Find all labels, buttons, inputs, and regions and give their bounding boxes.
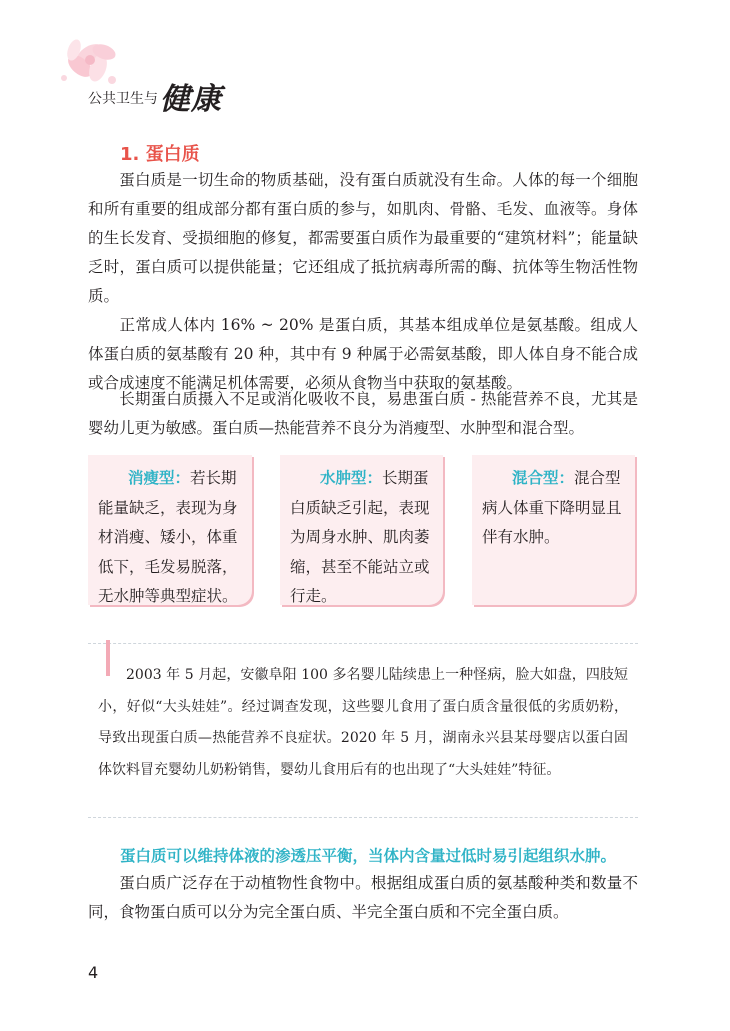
header-title-big: 健康 (160, 82, 222, 117)
card-label: 混合型： (512, 468, 575, 487)
page-number: 4 (88, 963, 99, 982)
card-mixed-type (472, 455, 635, 605)
section-title: 1. 蛋白质 (120, 144, 200, 165)
card-text: 混合型病人体重下降明显且伴有水肿。 (482, 469, 622, 546)
case-box (98, 660, 628, 786)
paragraph-4-text: 蛋白质广泛存在于动植物性食物中。根据组成蛋白质的氨基酸种类和数量不同，食物蛋白质可以分为完全蛋白质、半完全蛋白质和不完全蛋白质。 (88, 874, 638, 921)
case-divider-bottom (88, 817, 638, 818)
card-label: 消瘦型： (128, 468, 191, 487)
running-header (52, 28, 252, 117)
card-text: 长期蛋白质缺乏引起，表现为周身水肿、肌肉萎缩，甚至不能站立或行走。 (290, 469, 430, 605)
case-divider-top (88, 643, 638, 644)
card-edema-type (280, 455, 443, 605)
header-title-small: 公共卫生与 (88, 91, 158, 107)
paragraph-4 (88, 869, 638, 927)
case-text: 2003 年 5 月起，安徽阜阳 100 多名婴儿陆续患上一种怪病，脸大如盘，四肢短小，好似“大头娃娃”。经过调查发现，这些婴儿食用了蛋白质含量很低的劣质奶粉，导致出现蛋白质—热能营养不良症状。2020 年 5 月，湖南永兴县某母婴店以蛋白固体饮料冒充婴幼儿奶粉销售，婴幼儿食用后有的也出现了“大头娃娃”特征。 (98, 667, 628, 778)
paragraph-2-text: 正常成人体内 16% ~ 20% 是蛋白质，其基本组成单位是氨基酸。组成人体蛋白质的氨基酸有 20 种，其中有 9 种属于必需氨基酸，即人体自身不能合成或合成速度不能满足机体需要，必须从食物当中获取的氨基酸。 (88, 316, 638, 392)
paragraph-1 (88, 166, 638, 311)
highlight-note: 蛋白质可以维持体液的渗透压平衡，当体内含量过低时易引起组织水肿。 (120, 846, 617, 865)
paragraph-1-text: 蛋白质是一切生命的物质基础，没有蛋白质就没有生命。人体的每一个细胞和所有重要的组成部分都有蛋白质的参与，如肌肉、骨骼、毛发、血液等。身体的生长发育、受损细胞的修复，都需要蛋白质作为最重要的“建筑材料”；能量缺乏时，蛋白质可以提供能量；它还组成了抵抗病毒所需的酶、抗体等生物活性物质。 (88, 171, 638, 305)
paragraph-3-text: 长期蛋白质摄入不足或消化吸收不良，易患蛋白质 - 热能营养不良，尤其是婴幼儿更为敏感。蛋白质—热能营养不良分为消瘦型、水肿型和混合型。 (88, 390, 638, 437)
card-text: 若长期能量缺乏，表现为身材消瘦、矮小，体重低下，毛发易脱落，无水肿等典型症状。 (98, 469, 238, 605)
card-wasting-type (88, 455, 252, 605)
card-label: 水肿型： (320, 468, 383, 487)
paragraph-3 (88, 385, 638, 443)
